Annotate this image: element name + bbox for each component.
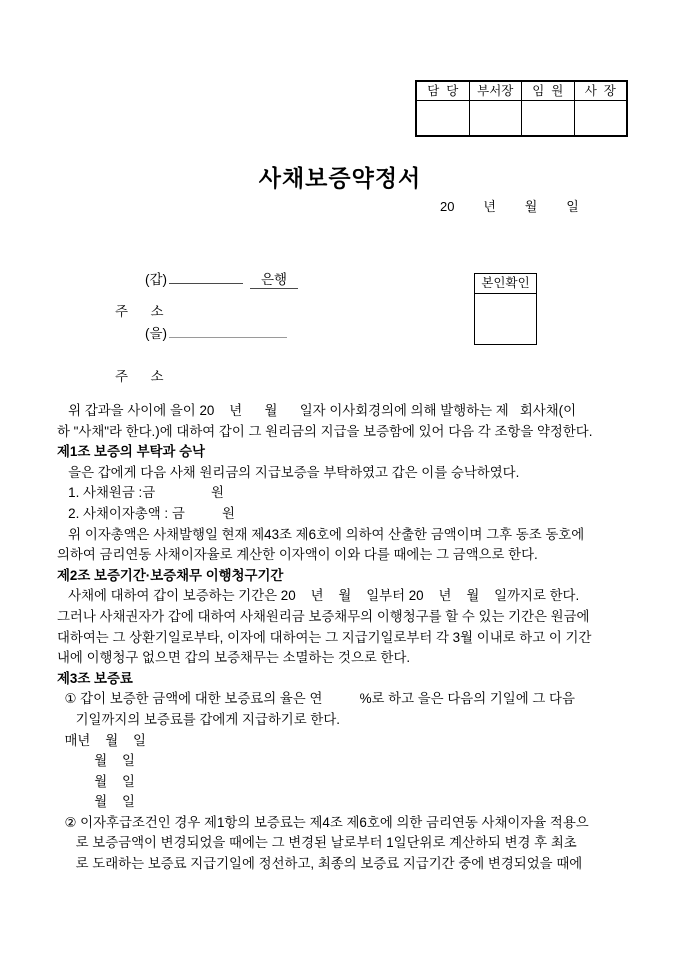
approval-table-column bbox=[575, 82, 627, 135]
body-line: 기일까지의 보증료를 갑에게 지급하기로 한다. bbox=[57, 711, 340, 727]
body-line: 위 이자총액은 사채발행일 현재 제43조 제6호에 의하여 산출한 금액이며 그후 동조 동호에 bbox=[57, 526, 585, 542]
date-line: 20 년 월 일 bbox=[440, 199, 579, 214]
body-line: 위 갑과을 사이에 을이 20 년 월 일자 이사회경의에 의해 발행하는 제 회사채(이 bbox=[57, 403, 577, 418]
body-line: 월 일 bbox=[57, 773, 135, 789]
agreement-body bbox=[57, 401, 632, 875]
body-line: 의하여 금리연동 사채이자율로 계산한 이자액이 이와 다를 때에는 그 금액으로 한다. bbox=[57, 547, 538, 563]
party-eul-label: (을) bbox=[145, 326, 168, 341]
identity-confirm-box bbox=[474, 273, 537, 345]
approval-table-column bbox=[417, 82, 470, 135]
body-line: 월 일 bbox=[57, 794, 135, 810]
body-line: 하 "사채"라 한다.)에 대하여 갑이 그 원리금의 지급을 보증함에 있어 다음 각 조항을 약정한다. bbox=[57, 423, 593, 439]
article-heading: 제3조 보증료 bbox=[57, 670, 133, 686]
body-line: 2. 사채이자총액 : 금 원 bbox=[57, 505, 235, 521]
approval-table-stamp-cell bbox=[417, 101, 469, 135]
body-line: ② 이자후급조건인 경우 제1항의 보증료는 제4조 제6호에 의한 금리연동 사채이자율 적용으 bbox=[57, 814, 589, 830]
body-line: 을은 갑에게 다음 사채 원리금의 지급보증을 부탁하였고 갑은 이를 승낙하였다. bbox=[57, 464, 520, 480]
approval-table-header: 사 장 bbox=[575, 82, 627, 101]
body-line: 로 보증금액이 변경되었을 때에는 그 변경된 날로부터 1일단위로 계산하되 변경 후 최초 bbox=[57, 835, 577, 851]
identity-confirm-label: 본인확인 bbox=[475, 274, 536, 294]
body-line: 1. 사채원금 :금 원 bbox=[57, 485, 224, 501]
approval-table-stamp-cell bbox=[470, 101, 522, 135]
body-line: 대하여는 그 상환기일로부타, 이자에 대하여는 그 지급기일로부터 각 3월 이내로 하고 이 기간 bbox=[57, 629, 592, 645]
party-gap-line bbox=[145, 268, 298, 289]
party-gap-fill-blank bbox=[169, 270, 243, 284]
party-eul-fill-blank bbox=[169, 324, 287, 338]
article-heading: 제2조 보증기간·보증채무 이행청구기간 bbox=[57, 567, 284, 583]
approval-table-stamp-cell bbox=[575, 101, 627, 135]
body-line: ① 갑이 보증한 금액에 대한 보증료의 율은 연 %로 하고 을은 다음의 기일에 그 다음 bbox=[57, 691, 575, 707]
approval-table-header: 담 당 bbox=[417, 82, 469, 101]
body-line: 로 도래하는 보증료 지급기일에 정선하고, 최종의 보증료 지급기간 중에 변경되었을 때에 bbox=[57, 856, 583, 872]
body-line: 사채에 대하여 갑이 보증하는 기간은 20 년 월 일부터 20 년 월 일까지로 한다. bbox=[57, 588, 580, 604]
document-title: 사채보증약정서 bbox=[258, 166, 422, 191]
approval-table bbox=[415, 80, 628, 137]
body-line: 그러나 사채권자가 갑에 대하여 사채원리금 보증채무의 이행청구를 할 수 있는 기간은 원금에 bbox=[57, 608, 590, 624]
approval-table-column bbox=[470, 82, 523, 135]
approval-table-column bbox=[522, 82, 575, 135]
party-gap-label: (갑) bbox=[145, 272, 168, 287]
approval-table-header: 부서장 bbox=[470, 82, 522, 101]
party-gap-bank-label: 은행 bbox=[250, 268, 298, 289]
body-line: 매년 월 일 bbox=[57, 732, 146, 748]
article-heading: 제1조 보증의 부탁과 승낙 bbox=[57, 444, 205, 460]
body-line: 월 일 bbox=[57, 753, 135, 769]
party-eul-line bbox=[145, 322, 287, 342]
address-label-2: 주 소 bbox=[115, 369, 164, 384]
address-label-1: 주 소 bbox=[115, 304, 164, 319]
approval-table-header: 임 원 bbox=[522, 82, 574, 101]
approval-table-stamp-cell bbox=[522, 101, 574, 135]
body-line: 내에 이행청구 없으면 갑의 보증채무는 소멸하는 것으로 한다. bbox=[57, 650, 411, 666]
